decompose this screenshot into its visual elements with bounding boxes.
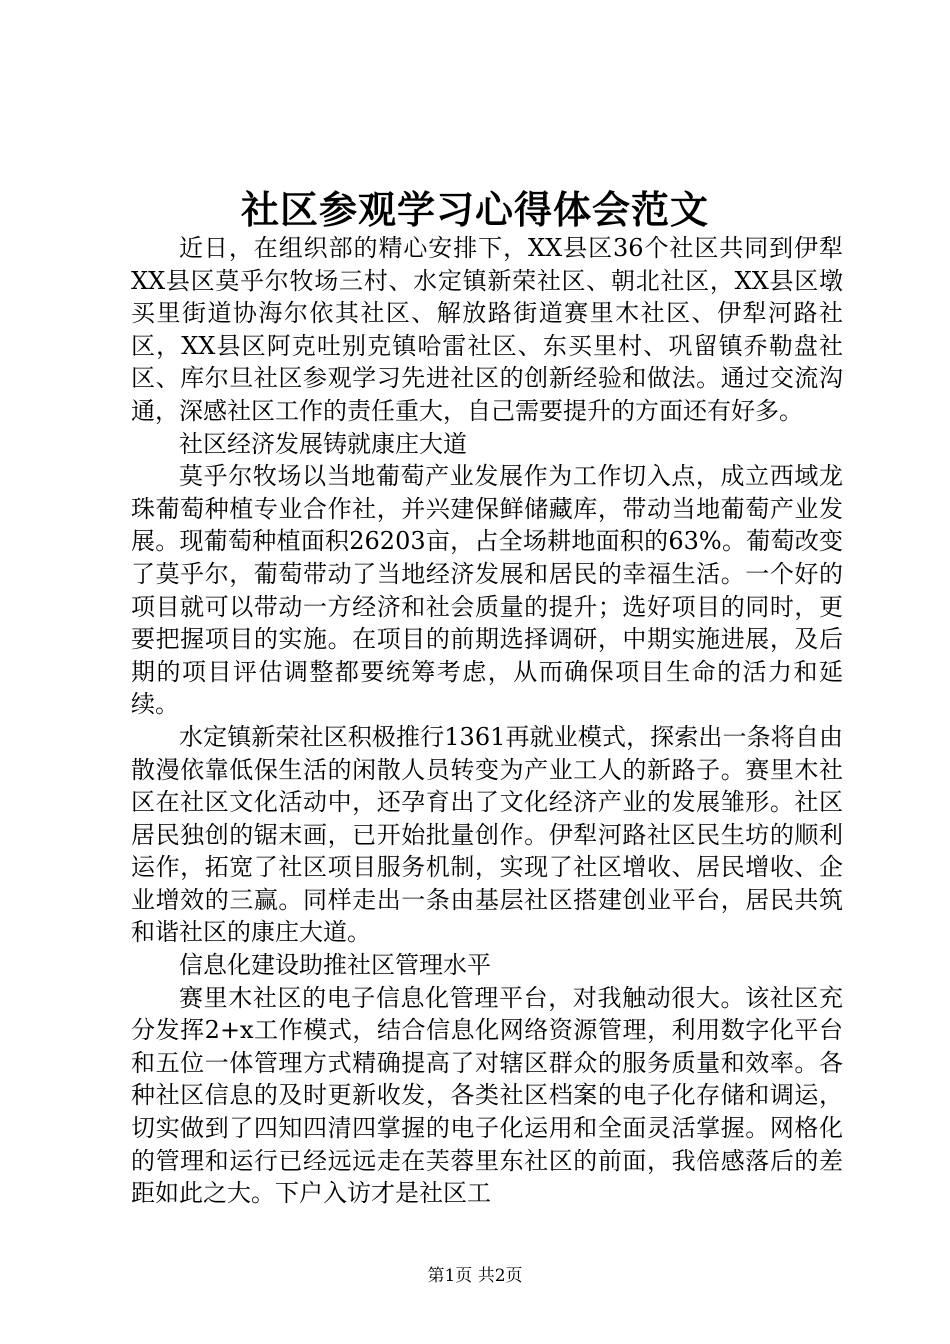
document-body	[131, 232, 843, 1210]
paragraph-mohuer: 莫乎尔牧场以当地葡萄产业发展作为工作切入点，成立西域龙珠葡萄种植专业合作社，并兴建保鲜储藏库，带动当地葡萄产业发展。现葡萄种植面积26203亩，占全场耕地面积的63%。葡萄改变了莫乎尔，葡萄带动了当地经济发展和居民的幸福生活。一个好的项目就可以带动一方经济和社会质量的提升；选好项目的同时，更要把握项目的实施。在项目的前期选择调研，中期实施进展，及后期的项目评估调整都要统筹考虑，从而确保项目生命的活力和延续。	[131, 462, 843, 719]
page-number: 第1页 共2页	[427, 1266, 523, 1286]
paragraph-intro: 近日，在组织部的精心安排下，XX县区36个社区共同到伊犁XX县区莫乎尔牧场三村、水定镇新荣社区、朝北社区，XX县区墩买里街道协海尔依其社区、解放路街道赛里木社区、伊犁河路社区，XX县区阿克吐别克镇哈雷社区、东买里村、巩留镇乔勒盘社区、库尔旦社区参观学习先进社区的创新经验和做法。通过交流沟通，深感社区工作的责任重大，自己需要提升的方面还有好多。	[131, 234, 843, 425]
section-heading-informatization: 信息化建设助推社区管理水平	[179, 951, 491, 980]
document-title: 社区参观学习心得体会范文	[240, 187, 709, 232]
paragraph-sailimu: 赛里木社区的电子信息化管理平台，对我触动很大。该社区充分发挥2+x工作模式，结合信息化网络资源管理，利用数字化平台和五位一体管理方式精确提高了对辖区群众的服务质量和效率。各种社区信息的及时更新收发，各类社区档案的电子化存储和调运，切实做到了四知四清四掌握的电子化运用和全面灵活掌握。网格化的管理和运行已经远远走在芙蓉里东社区的前面，我倍感落后的差距如此之大。下户入访才是社区工	[131, 983, 843, 1208]
section-heading-economy: 社区经济发展铸就康庄大道	[179, 429, 467, 458]
paragraph-xinrong: 水定镇新荣社区积极推行1361再就业模式，探索出一条将自由散漫依靠低保生活的闲散人员转变为产业工人的新路子。赛里木社区在社区文化活动中，还孕育出了文化经济产业的发展雏形。社区居民独创的锯末画，已开始批量创作。伊犁河路社区民生坊的顺利运作，拓宽了社区项目服务机制，实现了社区增收、居民增收、企业增效的三赢。同样走出一条由基层社区搭建创业平台，居民共筑和谐社区的康庄大道。	[131, 722, 843, 947]
